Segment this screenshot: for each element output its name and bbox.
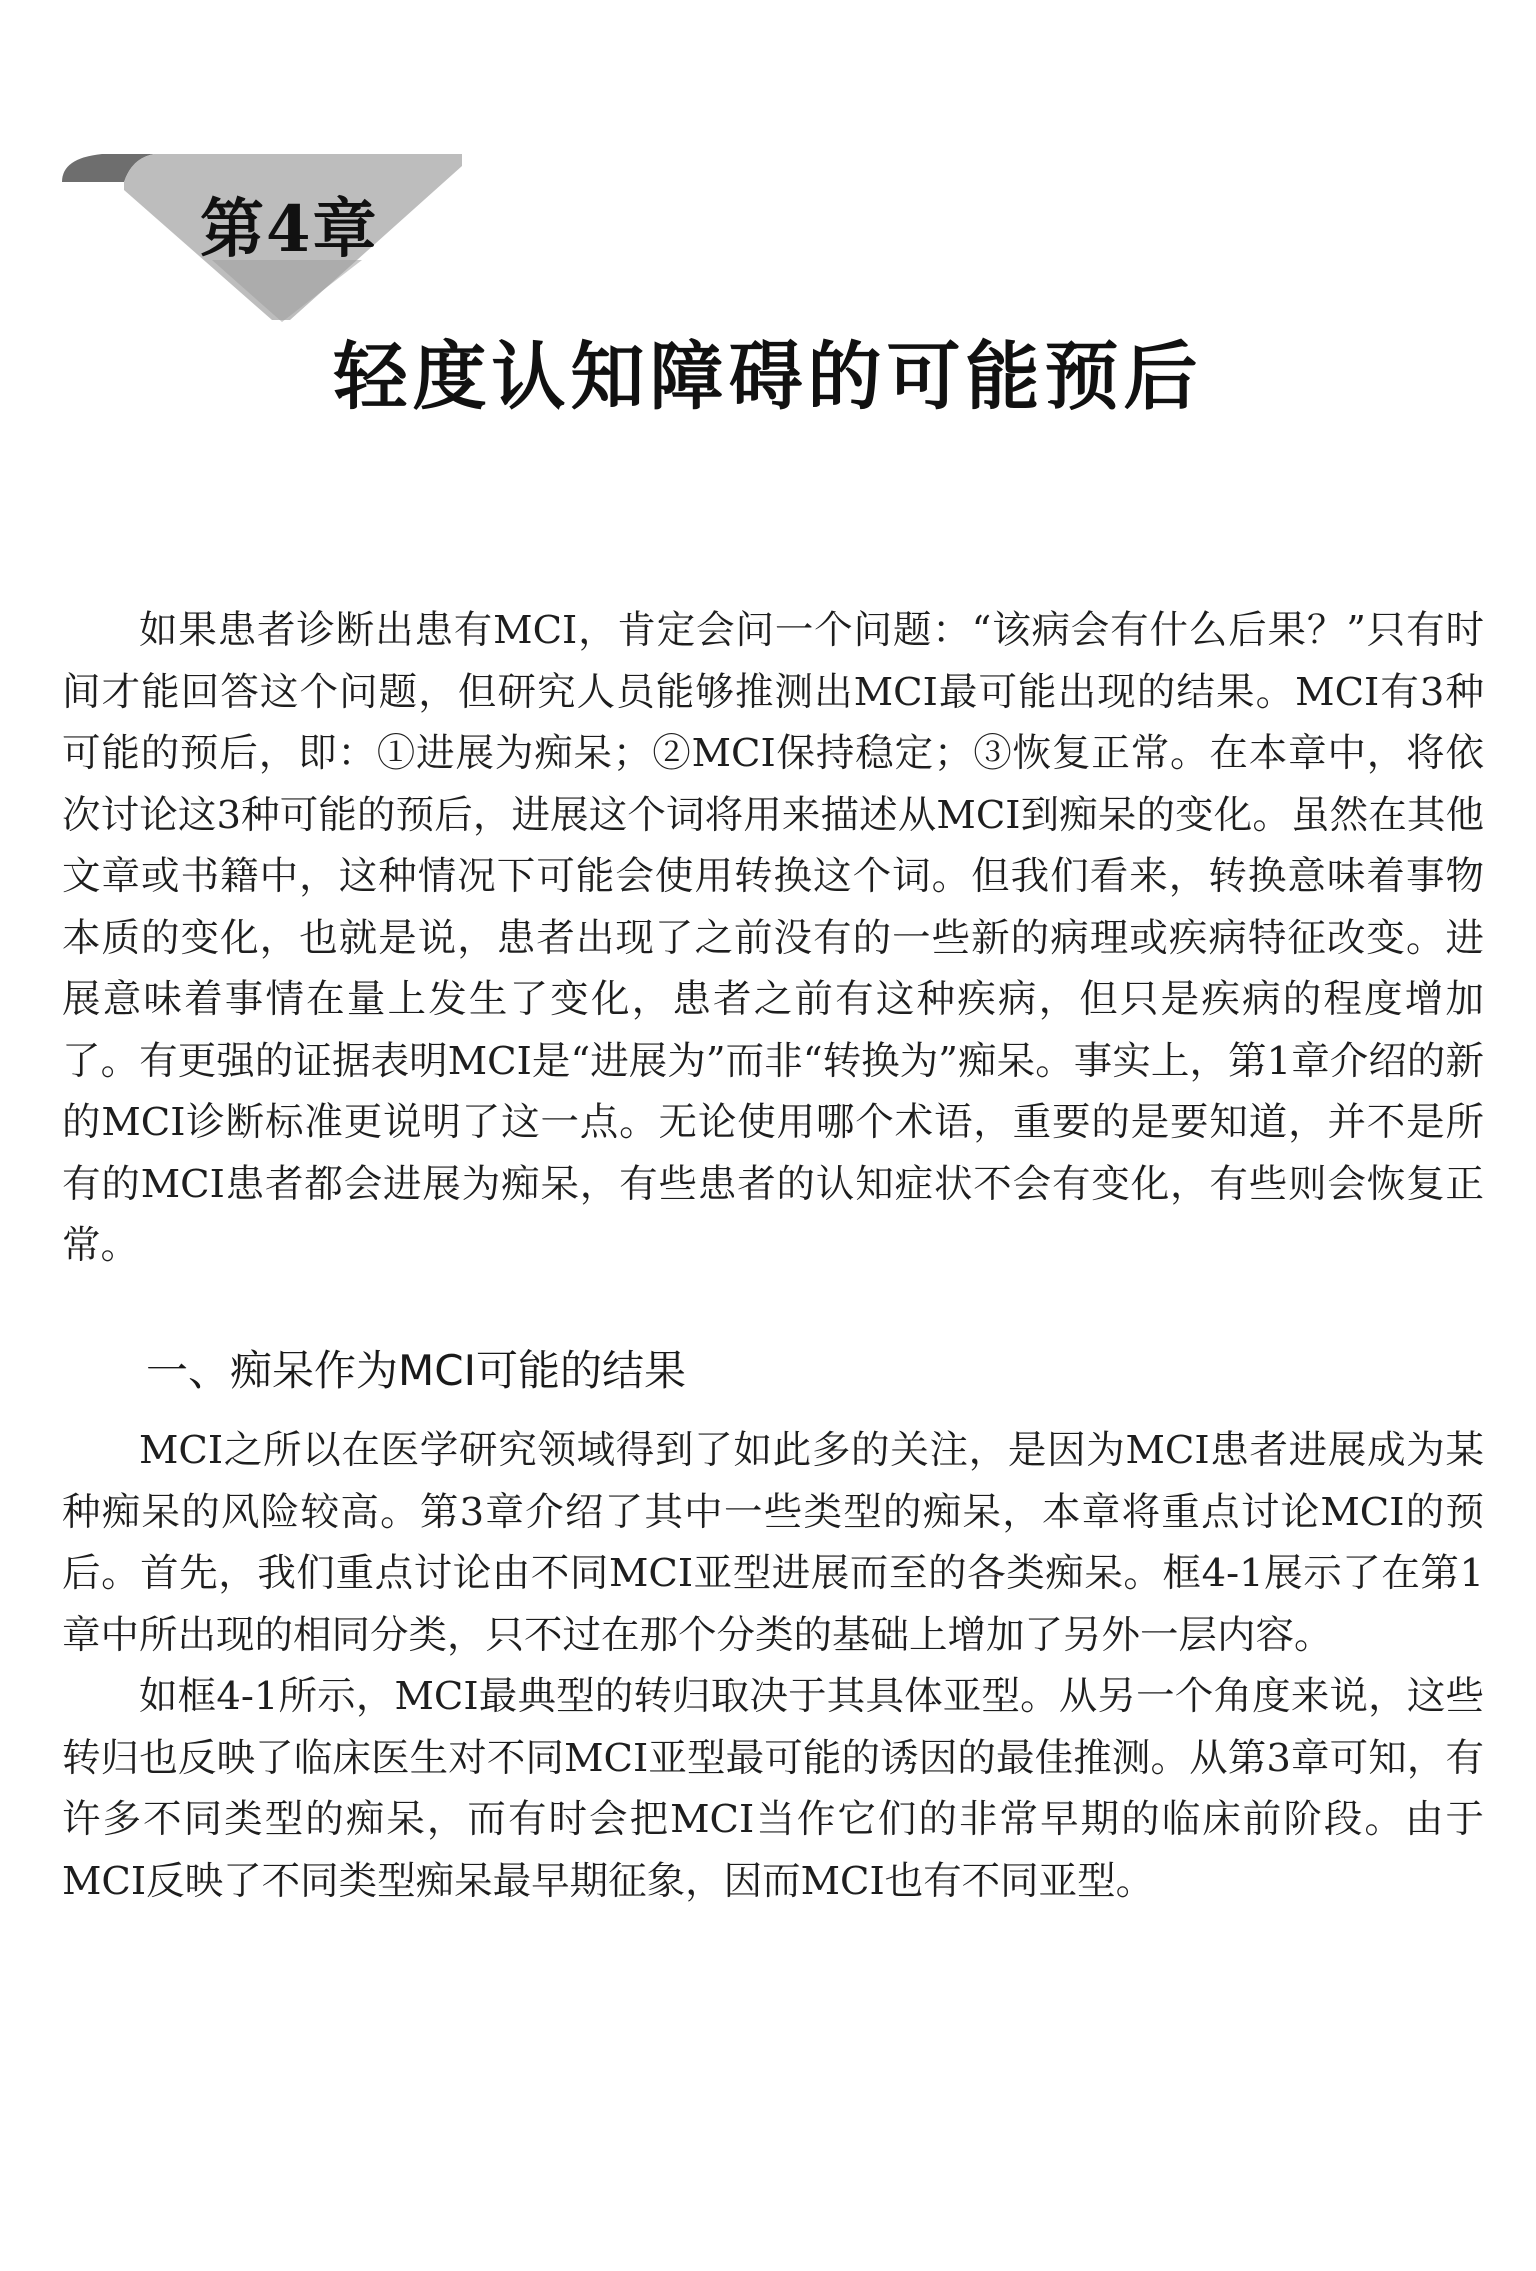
intro-section (62, 600, 1484, 1277)
section-heading: 一、痴呆作为MCI可能的结果 (146, 1346, 686, 1395)
section-body (62, 1420, 1484, 1912)
chapter-number: 第4章 (200, 192, 379, 267)
intro-paragraph: 如果患者诊断出患有MCI，肯定会问一个问题：“该病会有什么后果？”只有时间才能回答这个问题，但研究人员能够推测出MCI最可能出现的结果。MCI有3种可能的预后，即：①进展为痴呆；②MCI保持稳定；③恢复正常。在本章中，将依次讨论这3种可能的预后，进展这个词将用来描述从MCI到痴呆的变化。虽然在其他文章或书籍中，这种情况下可能会使用转换这个词。但我们看来，转换意味着事物本质的变化，也就是说，患者出现了之前没有的一些新的病理或疾病特征改变。进展意味着事情在量上发生了变化，患者之前有这种疾病，但只是疾病的程度增加了。有更强的证据表明MCI是“进展为”而非“转换为”痴呆。事实上，第1章介绍的新的MCI诊断标准更说明了这一点。无论使用哪个术语，重要的是要知道，并不是所有的MCI患者都会进展为痴呆，有些患者的认知症状不会有变化，有些则会恢复正常。 (62, 608, 1484, 1268)
section-paragraph-2: 如框4-1所示，MCI最典型的转归取决于其具体亚型。从另一个角度来说，这些转归也反映了临床医生对不同MCI亚型最可能的诱因的最佳推测。从第3章可知，有许多不同类型的痴呆，而有时会把MCI当作它们的非常早期的临床前阶段。由于MCI反映了不同类型痴呆最早期征象，因而MCI也有不同亚型。 (62, 1674, 1484, 1904)
chapter-title: 轻度认知障碍的可能预后 (333, 334, 1203, 420)
section-paragraph-1: MCI之所以在医学研究领域得到了如此多的关注，是因为MCI患者进展成为某种痴呆的风险较高。第3章介绍了其中一些类型的痴呆，本章将重点讨论MCI的预后。首先，我们重点讨论由不同MCI亚型进展而至的各类痴呆。框4-1展示了在第1章中所出现的相同分类，只不过在那个分类的基础上增加了另外一层内容。 (62, 1428, 1484, 1658)
